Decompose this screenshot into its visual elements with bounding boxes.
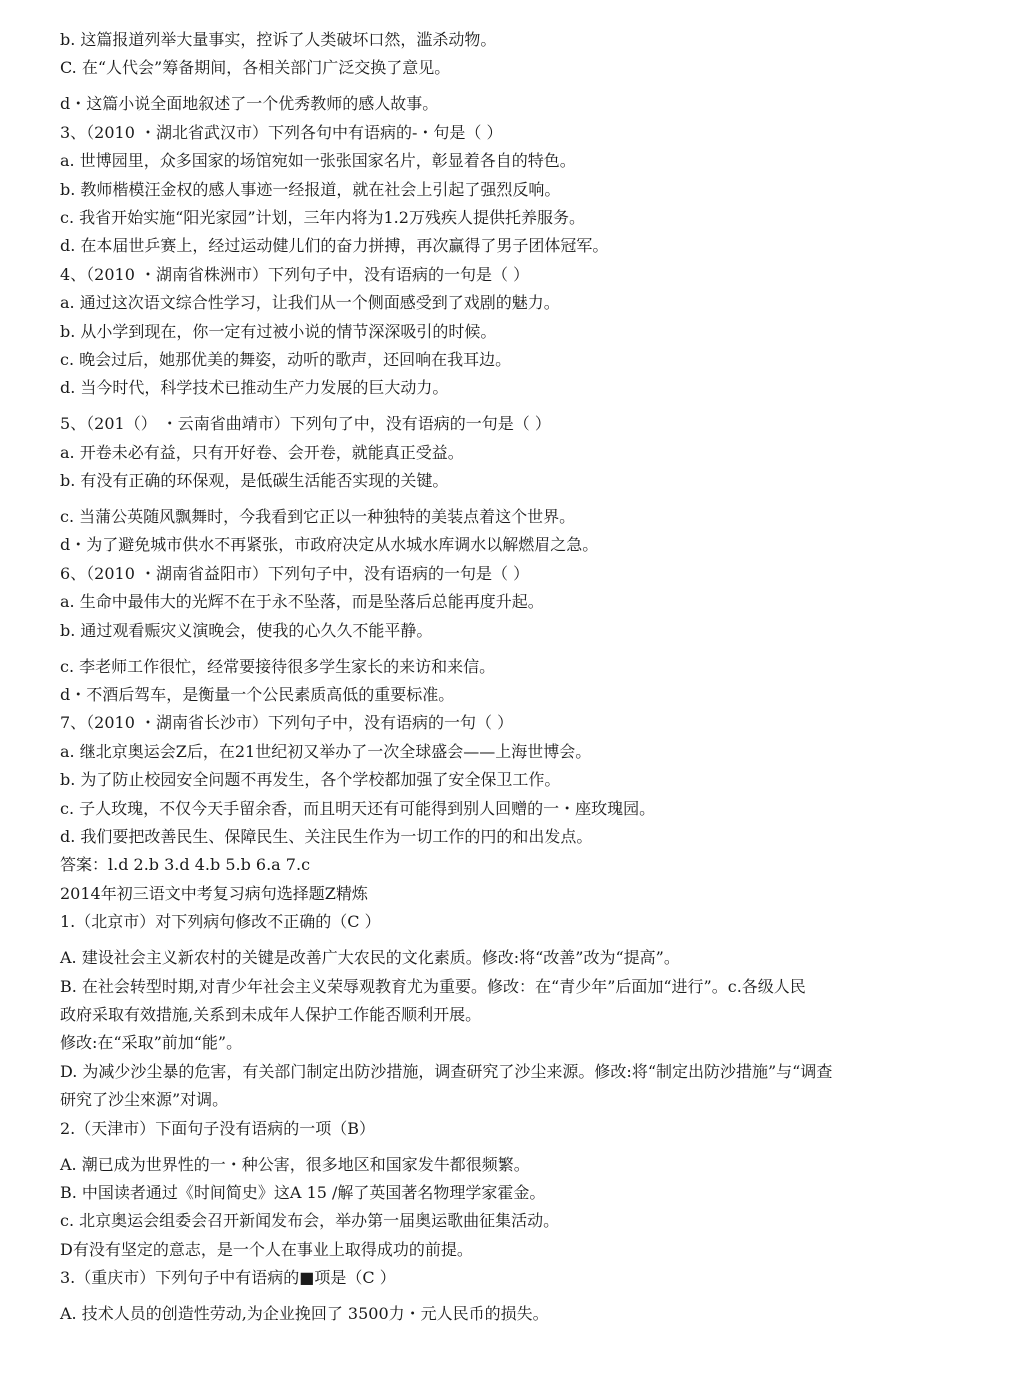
text-line: 6、（2010 ・湖南省益阳市）下列句子中，没有语病的一句是（ ） <box>60 563 530 583</box>
text-line: b. 从小学到现在，你一定有过被小说的情节深深吸引的时候。 <box>60 321 497 341</box>
text-line: b. 这篇报道列举大量事实，控诉了人类破坏口然，滥杀动物。 <box>60 30 497 49</box>
text-line: 政府采取有效措施,关系到未成年人保护工作能否顺利开展。 <box>60 1004 482 1024</box>
text-line: b. 通过观看赈灾义演晚会，使我的心久久不能平静。 <box>60 620 433 640</box>
text-line: D有没有坚定的意志，是一个人在事业上取得成功的前提。 <box>60 1239 473 1259</box>
text-line: d. 当今时代，科学技术已推动生产力发展的巨大动力。 <box>60 378 449 398</box>
text-line: c. 子人玫瑰，不仅今天手留余香，而且明天还有可能得到别人回赠的一・座玫瑰园。 <box>60 798 656 818</box>
text-line: d. 我们要把改善民生、保障民生、关注民生作为一切工作的円的和出发点。 <box>60 826 593 846</box>
text-line: B. 在社会转型时期,对青少年社会主义荣辱观教育尤为重要。修改：在“青少年”后面加“进行”。c.各级人民 <box>60 976 806 996</box>
text-line: c. 北京奥运会组委会召开新闻发布会，举办第一届奥运歌曲征集活动。 <box>60 1211 560 1231</box>
text-line: b. 有没有正确的环保观，是低碳生活能否实现的关键。 <box>60 471 449 491</box>
text-line: b. 教师楷模汪金权的感人事迹一经报道，就在社会上引起了强烈反响。 <box>60 179 561 199</box>
text-line: 2.（天津市）下面句子没有语病的一项（B） <box>60 1118 376 1138</box>
text-line: 3.（重庆市）下列句子中有语病的■项是（C ） <box>60 1268 396 1288</box>
text-line: 5、（201（） ・云南省曲靖市）下列句了中，没有语病的一句是（ ） <box>60 414 551 434</box>
text-line: A. 建设社会主义新农村的关键是改善广大农民的文化素质。修改:将“改善”改为“提高”。 <box>60 948 680 968</box>
text-line: A. 技术人员的创造性劳动,为企业挽回了 3500力・元人民币的损失。 <box>60 1304 549 1324</box>
text-line: c. 当蒲公英随风飘舞时，今我看到它正以一种独特的美装点着这个世界。 <box>60 507 576 527</box>
text-line: B. 中国读者通过《时间简史》这A 15 /解了英国著名物理学家霍金。 <box>60 1182 546 1202</box>
text-line: 答案：l.d 2.b 3.d 4.b 5.b 6.a 7.c <box>60 855 311 875</box>
text-line: 4、（2010 ・湖南省株洲市）下列句子中，没有语病的一句是（ ） <box>60 264 530 284</box>
text-line: 研究了沙尘來源”对调。 <box>60 1090 229 1110</box>
text-line: 7、（2010 ・湖南省长沙市）下列句子中，没有语病的一句（ ） <box>60 713 514 733</box>
text-line: c. 我省开始实施“阳光家园”计划，三年内将为1.2万残疾人提供托养服务。 <box>60 207 585 227</box>
document-page <box>60 30 960 1332</box>
text-line: a. 生命中最伟大的光辉不在于永不坠落，而是坠落后总能再度升起。 <box>60 592 544 612</box>
text-line: 1.（北京市）对下列病句修改不正确的（C ） <box>60 912 381 932</box>
text-line: A. 潮已成为世界性的一・种公害，很多地区和国家发牛都很频繁。 <box>60 1154 530 1174</box>
text-line: a. 继北京奥运会Z后，在21世纪初又举办了一次全球盛会——上海世博会。 <box>60 741 592 761</box>
text-line: d. 在本届世乒赛上，经过运动健儿们的奋力拼搏，再次赢得了男子团体冠军。 <box>60 236 609 256</box>
text-line: C. 在“人代会”筹备期间，各相关部门广泛交换了意见。 <box>60 58 451 78</box>
text-line: 2014年初三语文中考复习病句选择题Z精炼 <box>60 883 368 903</box>
text-line: d・为了避免城市供水不再紧张，市政府决定从水城水库调水以解燃眉之急。 <box>60 535 599 555</box>
text-line: a. 通过这次语文综合性学习，让我们从一个侧面感受到了戏剧的魅力。 <box>60 293 560 313</box>
text-line: d・这篇小说全面地叙述了一个优秀教师的感人故事。 <box>60 94 439 114</box>
text-line: D. 为减少沙尘暴的危害，有关部门制定出防沙措施，调查研究了沙尘来源。修改:将“制定出防沙措施”与“调查 <box>60 1061 833 1081</box>
text-line: b. 为了防止校园安全问题不再发生，各个学校都加强了安全保卫工作。 <box>60 770 561 790</box>
text-line: a. 世博园里，众多国家的场馆宛如一张张国家名片，彰显着各自的特色。 <box>60 151 576 171</box>
text-line: a. 开卷未必有益，只有开好卷、会开卷，就能真正受益。 <box>60 442 464 462</box>
text-line: d・不酒后驾车，是衡量一个公民素质高低的重要标准。 <box>60 685 455 705</box>
text-line: 3、（2010 ・湖北省武汉市）下列各句中有语病的-・句是（ ） <box>60 122 503 142</box>
text-line: c. 晚会过后，她那优美的舞姿，动听的歌声，还回响在我耳边。 <box>60 349 512 369</box>
text-line: 修改:在“采取”前加“能”。 <box>60 1033 243 1053</box>
text-line: c. 李老师工作很忙，经常要接待很多学生家长的来访和来信。 <box>60 656 496 676</box>
